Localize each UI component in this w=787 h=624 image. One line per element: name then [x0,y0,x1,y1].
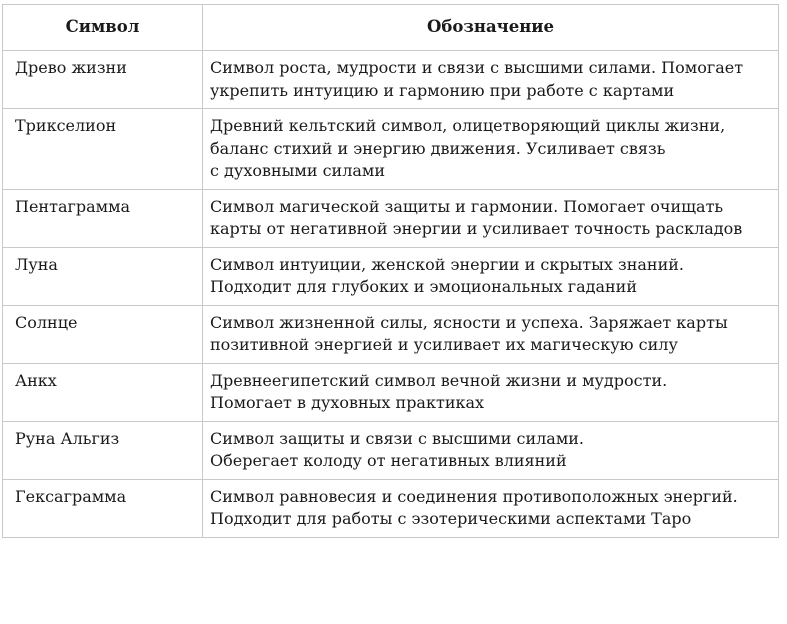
symbol-cell: Трикселион [3,109,203,190]
table-row [3,109,779,190]
meaning-line: Древний кельтский символ, олицетворяющий циклы жизни, [210,116,726,135]
meaning-cell [203,421,779,479]
meaning-line: Помогает в духовных практиках [210,393,485,412]
meaning-line: укрепить интуицию и гармонию при работе с картами [210,80,675,100]
meaning-line: Символ роста, мудрости и связи с высшими силами. Помогает [210,58,744,77]
table-row [3,305,779,363]
table-row [3,421,779,479]
symbol-cell: Гексаграмма [3,479,203,537]
symbol-cell: Древо жизни [3,51,203,109]
meaning-line: Оберегает колоду от негативных влияний [210,451,567,470]
meaning-line: Символ интуиции, женской энергии и скрытых знаний. [210,254,685,274]
table-row [3,363,779,421]
meaning-line: Символ равновесия и соединения противоположных энергий. [210,486,738,506]
meaning-line: Подходит для глубоких и эмоциональных гаданий [210,277,638,296]
meaning-line: Символ магической защиты и гармонии. Помогает очищать [210,196,724,216]
meaning-cell [203,247,779,305]
header-meaning: Обозначение [203,5,779,51]
symbol-cell: Солнце [3,305,203,363]
meaning-line: с духовными силами [210,161,386,180]
table-row [3,51,779,109]
meaning-line: Древнеегипетский символ вечной жизни и мудрости. [210,370,668,390]
symbols-table [2,4,779,538]
meaning-cell [203,479,779,537]
table-row [3,189,779,247]
meaning-line: карты от негативной энергии и усиливает точность раскладов [210,219,743,238]
symbol-cell: Пентаграмма [3,189,203,247]
meaning-line: Подходит для работы с эзотерическими аспектами Таро [210,509,692,528]
symbol-cell: Анкх [3,363,203,421]
meaning-cell [203,51,779,109]
meaning-cell [203,305,779,363]
meaning-line: Символ защиты и связи с высшими силами. [210,428,585,448]
meaning-cell [203,363,779,421]
meaning-line: баланс стихий и энергию движения. Усиливает связь [210,138,666,158]
symbol-cell: Руна Альгиз [3,421,203,479]
header-symbol: Символ [3,5,203,51]
meaning-cell [203,109,779,190]
table-row [3,247,779,305]
meaning-line: позитивной энергией и усиливает их магическую силу [210,335,678,354]
meaning-line: Символ жизненной силы, ясности и успеха. Заряжает карты [210,312,728,332]
meaning-cell [203,189,779,247]
table-row [3,479,779,537]
symbol-cell: Луна [3,247,203,305]
header-row [3,5,779,51]
